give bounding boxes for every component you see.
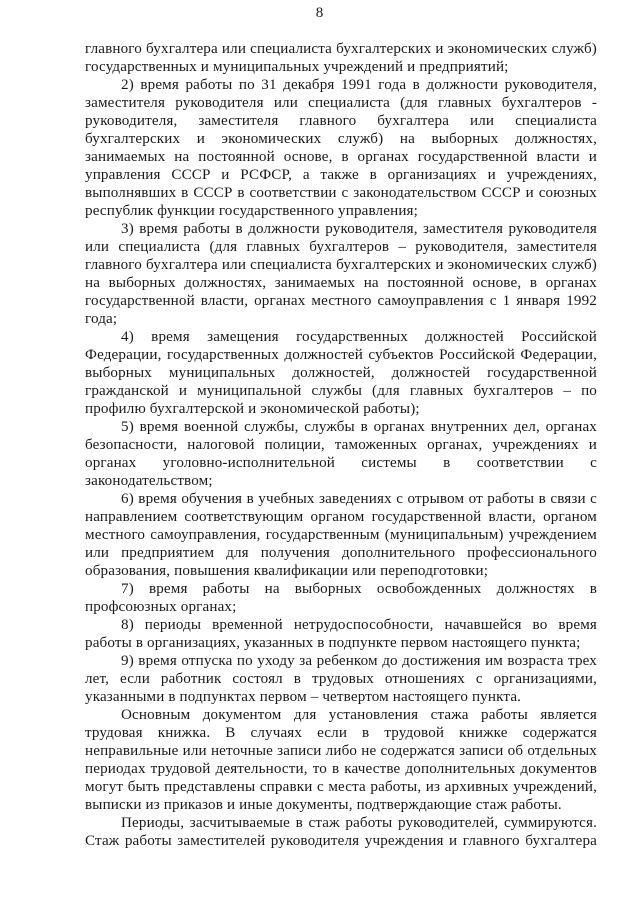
paragraph-item-9: 9) время отпуска по уходу за ребенком до достижения им возраста трех лет, если работник состоял в трудовых отношениях с организациями, указанными в подпунктах первом – четвертом настоящего пункта. [85, 653, 597, 705]
paragraph-continuation: главного бухгалтера или специалиста бухгалтерских и экономических служб) государственных и муниципальных учреждений и предприятий; [85, 41, 597, 75]
paragraph-item-3: 3) время работы в должности руководителя, заместителя руководителя или специалиста (для главных бухгалтеров – руководителя, заместителя главного бухгалтера или специалиста бухгалтерских и экономических служб) на выборных должностях, занимаемых на постоянной основе, в органах государственной власти, органах местного самоуправления с 1 января 1992 года; [85, 221, 597, 327]
paragraph-periods: Периоды, засчитываемые в стаж работы руководителей, суммируются. Стаж работы заместителей руководителя учреждения и главного бухгалтера [85, 815, 597, 849]
paragraph-item-7: 7) время работы на выборных освобожденных должностях в профсоюзных органах; [85, 581, 597, 615]
paragraph-item-5: 5) время военной службы, службы в органах внутренних дел, органах безопасности, налоговой полиции, таможенных органах, учреждениях и органах уголовно-исполнительной системы в соответствии с законодательством; [85, 419, 597, 489]
paragraph-item-2: 2) время работы по 31 декабря 1991 года в должности руководителя, заместителя руководителя или специалиста (для главных бухгалтеров - руководителя, заместителя главного бухгалтера или специалиста бухгалтерских и экономических служб) на выборных должностях, занимаемых на постоянной основе, в органах государственной власти и управления СССР и РСФСР, а также в организациях и учреждениях, выполнявших в СССР в соответствии с законодательством СССР и союзных республик функции государственного управления; [85, 77, 597, 219]
paragraph-item-4: 4) время замещения государственных должностей Российской Федерации, государственных должностей субъектов Российской Федерации, выборных муниципальных должностей, должностей государственной гражданской и муниципальной службы (для главных бухгалтеров – по профилю бухгалтерской и экономической работы); [85, 329, 597, 417]
page-number: 8 [315, 5, 324, 21]
paragraph-item-6: 6) время обучения в учебных заведениях с отрывом от работы в связи с направлением соответствующим органом государственной власти, органом местного самоуправления, государственным (муниципальным) учреждением или предприятием для получения дополнительного профессионального образования, повышения квалификации или переподготовки; [85, 491, 597, 579]
paragraph-item-8: 8) периоды временной нетрудоспособности, начавшейся во время работы в организациях, указанных в подпункте первом настоящего пункта; [85, 617, 597, 651]
paragraph-main-document: Основным документом для установления стажа работы является трудовая книжка. В случаях если в трудовой книжке содержатся неправильные или неточные записи либо не содержатся записи об отдельных периодах трудовой деятельности, то в качестве дополнительных документов могут быть представлены справки с места работы, из архивных учреждений, выписки из приказов и иные документы, подтверждающие стаж работы. [85, 707, 597, 813]
document-body [85, 40, 597, 850]
